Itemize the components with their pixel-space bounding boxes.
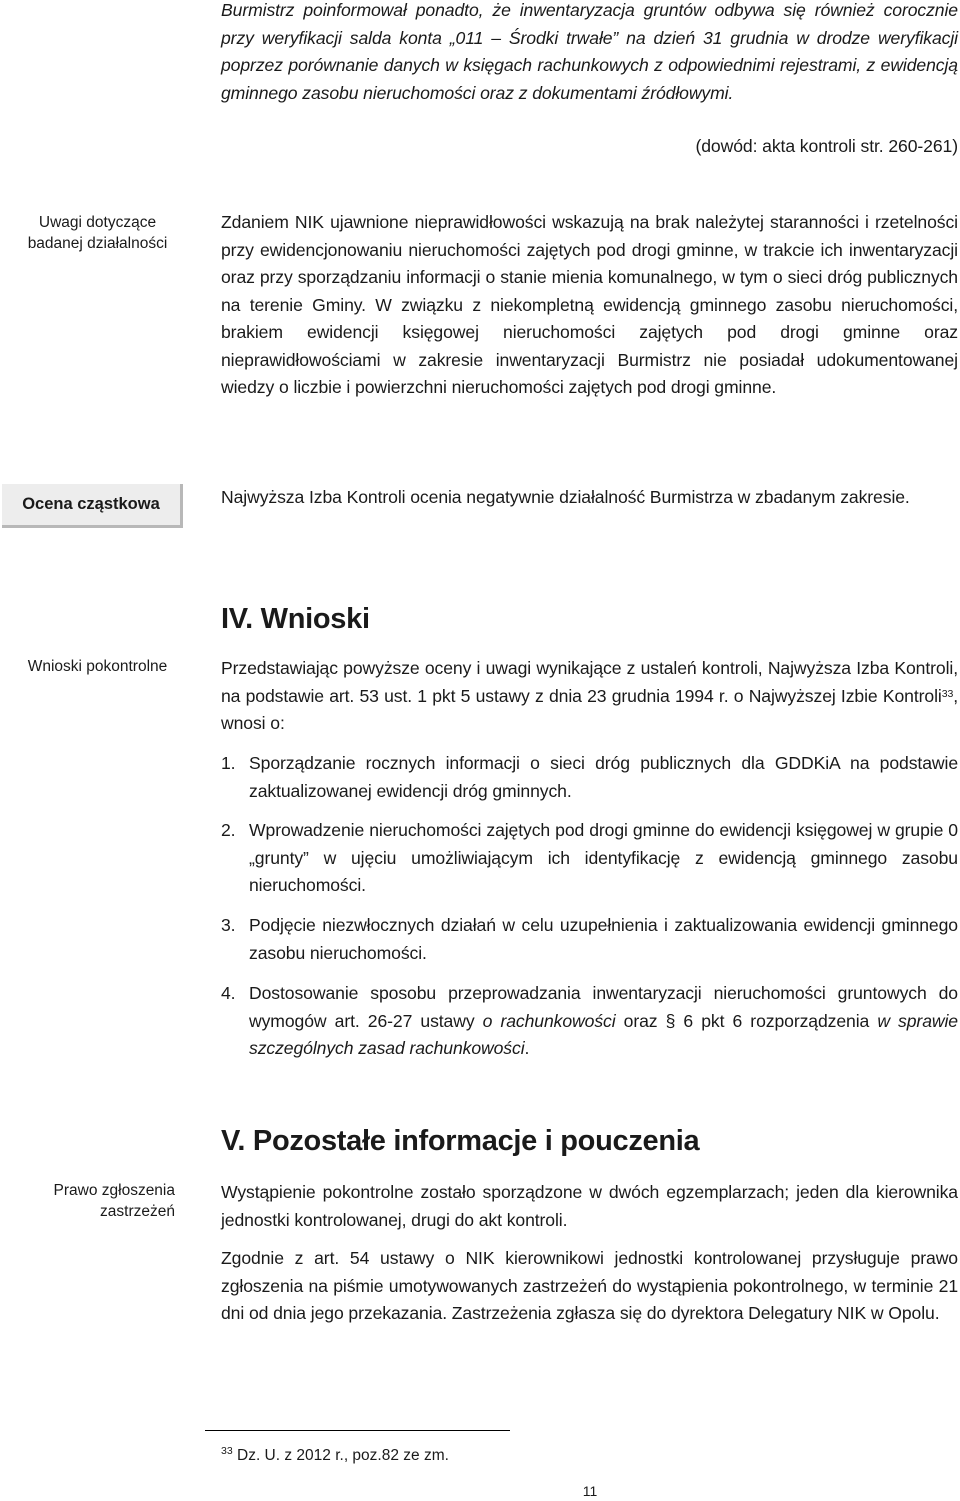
pozostale-para-1: Wystąpienie pokontrolne zostało sporządzone w dwóch egzemplarzach; jeden dla kierownika jednostki kontrolowanej, drugi do akt kontroli.	[221, 1182, 958, 1230]
wniosek-text	[249, 980, 958, 1063]
wniosek-num: 1.	[221, 753, 236, 773]
wniosek-text-italic: o rachunkowości	[482, 1010, 616, 1031]
page-number: 11	[582, 1483, 598, 1499]
footnote-text: Dz. U. z 2012 r., poz.82 ze zm.	[232, 1447, 449, 1464]
ocena-label-box	[2, 484, 183, 528]
wnioski-heading: IV. Wnioski	[221, 603, 370, 635]
wniosek-num: 3.	[221, 915, 236, 935]
footnote-number: 33	[221, 1445, 233, 1457]
wnioski-label: Wnioski pokontrolne	[27, 658, 168, 675]
wniosek-text-part: .	[524, 1038, 530, 1058]
wnioski-intro-text: Przedstawiając powyższe oceny i uwagi wynikające z ustaleń kontroli, Najwyższa Izba Kontroli, na podstawie art. 53 ust. 1 pkt 5 ustawy z dnia 23 grudnia 1994 r. o Najwyższej Izbie Kontroli	[221, 658, 958, 706]
pozostale-heading: V. Pozostałe informacje i pouczenia	[221, 1125, 700, 1157]
ocena-text: Najwyższa Izba Kontroli ocenia negatywnie działalność Burmistrza w zbadanym zakresie.	[221, 487, 910, 507]
ocena-label: Ocena cząstkowa	[22, 495, 160, 513]
wniosek-text: Sporządzanie rocznych informacji o sieci dróg publicznych dla GDDKiA na podstawie zaktualizowanej ewidencji dróg gminnych.	[249, 753, 958, 801]
footnote	[221, 1447, 449, 1465]
wniosek-text: Wprowadzenie nieruchomości zajętych pod drogi gminne do ewidencji księgowej w grupie 0 „grunty” w ujęciu umożliwiającym ich identyfikację z ewidencją gminnego zasobu nieruchomości.	[249, 820, 958, 895]
wniosek-num: 2.	[221, 820, 236, 840]
wniosek-text-part: Dostosowanie sposobu przeprowadzania inwentaryzacji nieruchomości gruntowych do wymogów art. 26-27 ustawy	[249, 983, 958, 1031]
pozostale-para-2: Zgodnie z art. 54 ustawy o NIK kierownikowi jednostki kontrolowanej przysługuje prawo zgłoszenia na piśmie umotywowanych zastrzeżeń do wystąpienia pokontrolnego, w terminie 21 dni od dnia jego przekazania. Zastrzeżenia zgłasza się do dyrektora Delegatury NIK w Opolu.	[221, 1248, 958, 1323]
intro-paragraph: Burmistrz poinformował ponadto, że inwentaryzacja gruntów odbywa się również corocznie przy weryfikacji salda konta „011 – Środki trwałe” na dzień 31 grudnia w drodze weryfikacji poprzez porównanie danych w księgach rachunkowych z odpowiednimi rejestrami, z ewidencją gminnego zasobu nieruchomości oraz z dokumentami źródłowymi.	[221, 0, 958, 103]
evidence-reference: (dowód: akta kontroli str. 260-261)	[695, 136, 958, 156]
uwagi-label: Uwagi dotyczące badanej działalności	[27, 214, 168, 252]
wniosek-item-1	[221, 750, 958, 805]
uwagi-text: Zdaniem NIK ujawnione nieprawidłowości wskazują na brak należytej staranności i rzetelności przy ewidencjonowaniu nieruchomości zajętych pod drogi gminne, w trakcie ich inwentaryzacji oraz przy sporządzaniu informacji o stanie mienia komunalnego, w tym o sieci dróg publicznych na terenie Gminy. W związku z niekompletną ewidencją gminnego zasobu nieruchomości, brakiem ewidencji księgowej nieruchomości zajętych pod drogi gminne oraz nieprawidłowościami w zakresie inwentaryzacji Burmistrz nie posiadał udokumentowanej wiedzy o liczbie i powierzchni nieruchomości zajętych pod drogi gminne.	[221, 212, 958, 397]
wniosek-text: Podjęcie niezwłocznych działań w celu uzupełnienia i zaktualizowania ewidencji gminnego zasobu nieruchomości.	[249, 915, 958, 963]
footnote-separator	[205, 1430, 510, 1431]
wniosek-item-4	[221, 980, 958, 1063]
wnioski-intro	[221, 655, 958, 738]
wniosek-text-italic: w sprawie szczególnych zasad rachunkowości	[249, 1010, 958, 1058]
wniosek-item-2	[221, 817, 958, 900]
wniosek-item-3	[221, 912, 958, 967]
wniosek-num: 4.	[221, 983, 236, 1003]
footnote-ref[interactable]: 33	[941, 687, 954, 700]
zastrzezenia-label: Prawo zgłoszenia zastrzeżeń	[53, 1182, 175, 1220]
wnioski-intro-end: , wnosi o:	[221, 685, 958, 733]
wniosek-text-part: oraz § 6 pkt 6 rozporządzenia	[615, 1010, 878, 1031]
